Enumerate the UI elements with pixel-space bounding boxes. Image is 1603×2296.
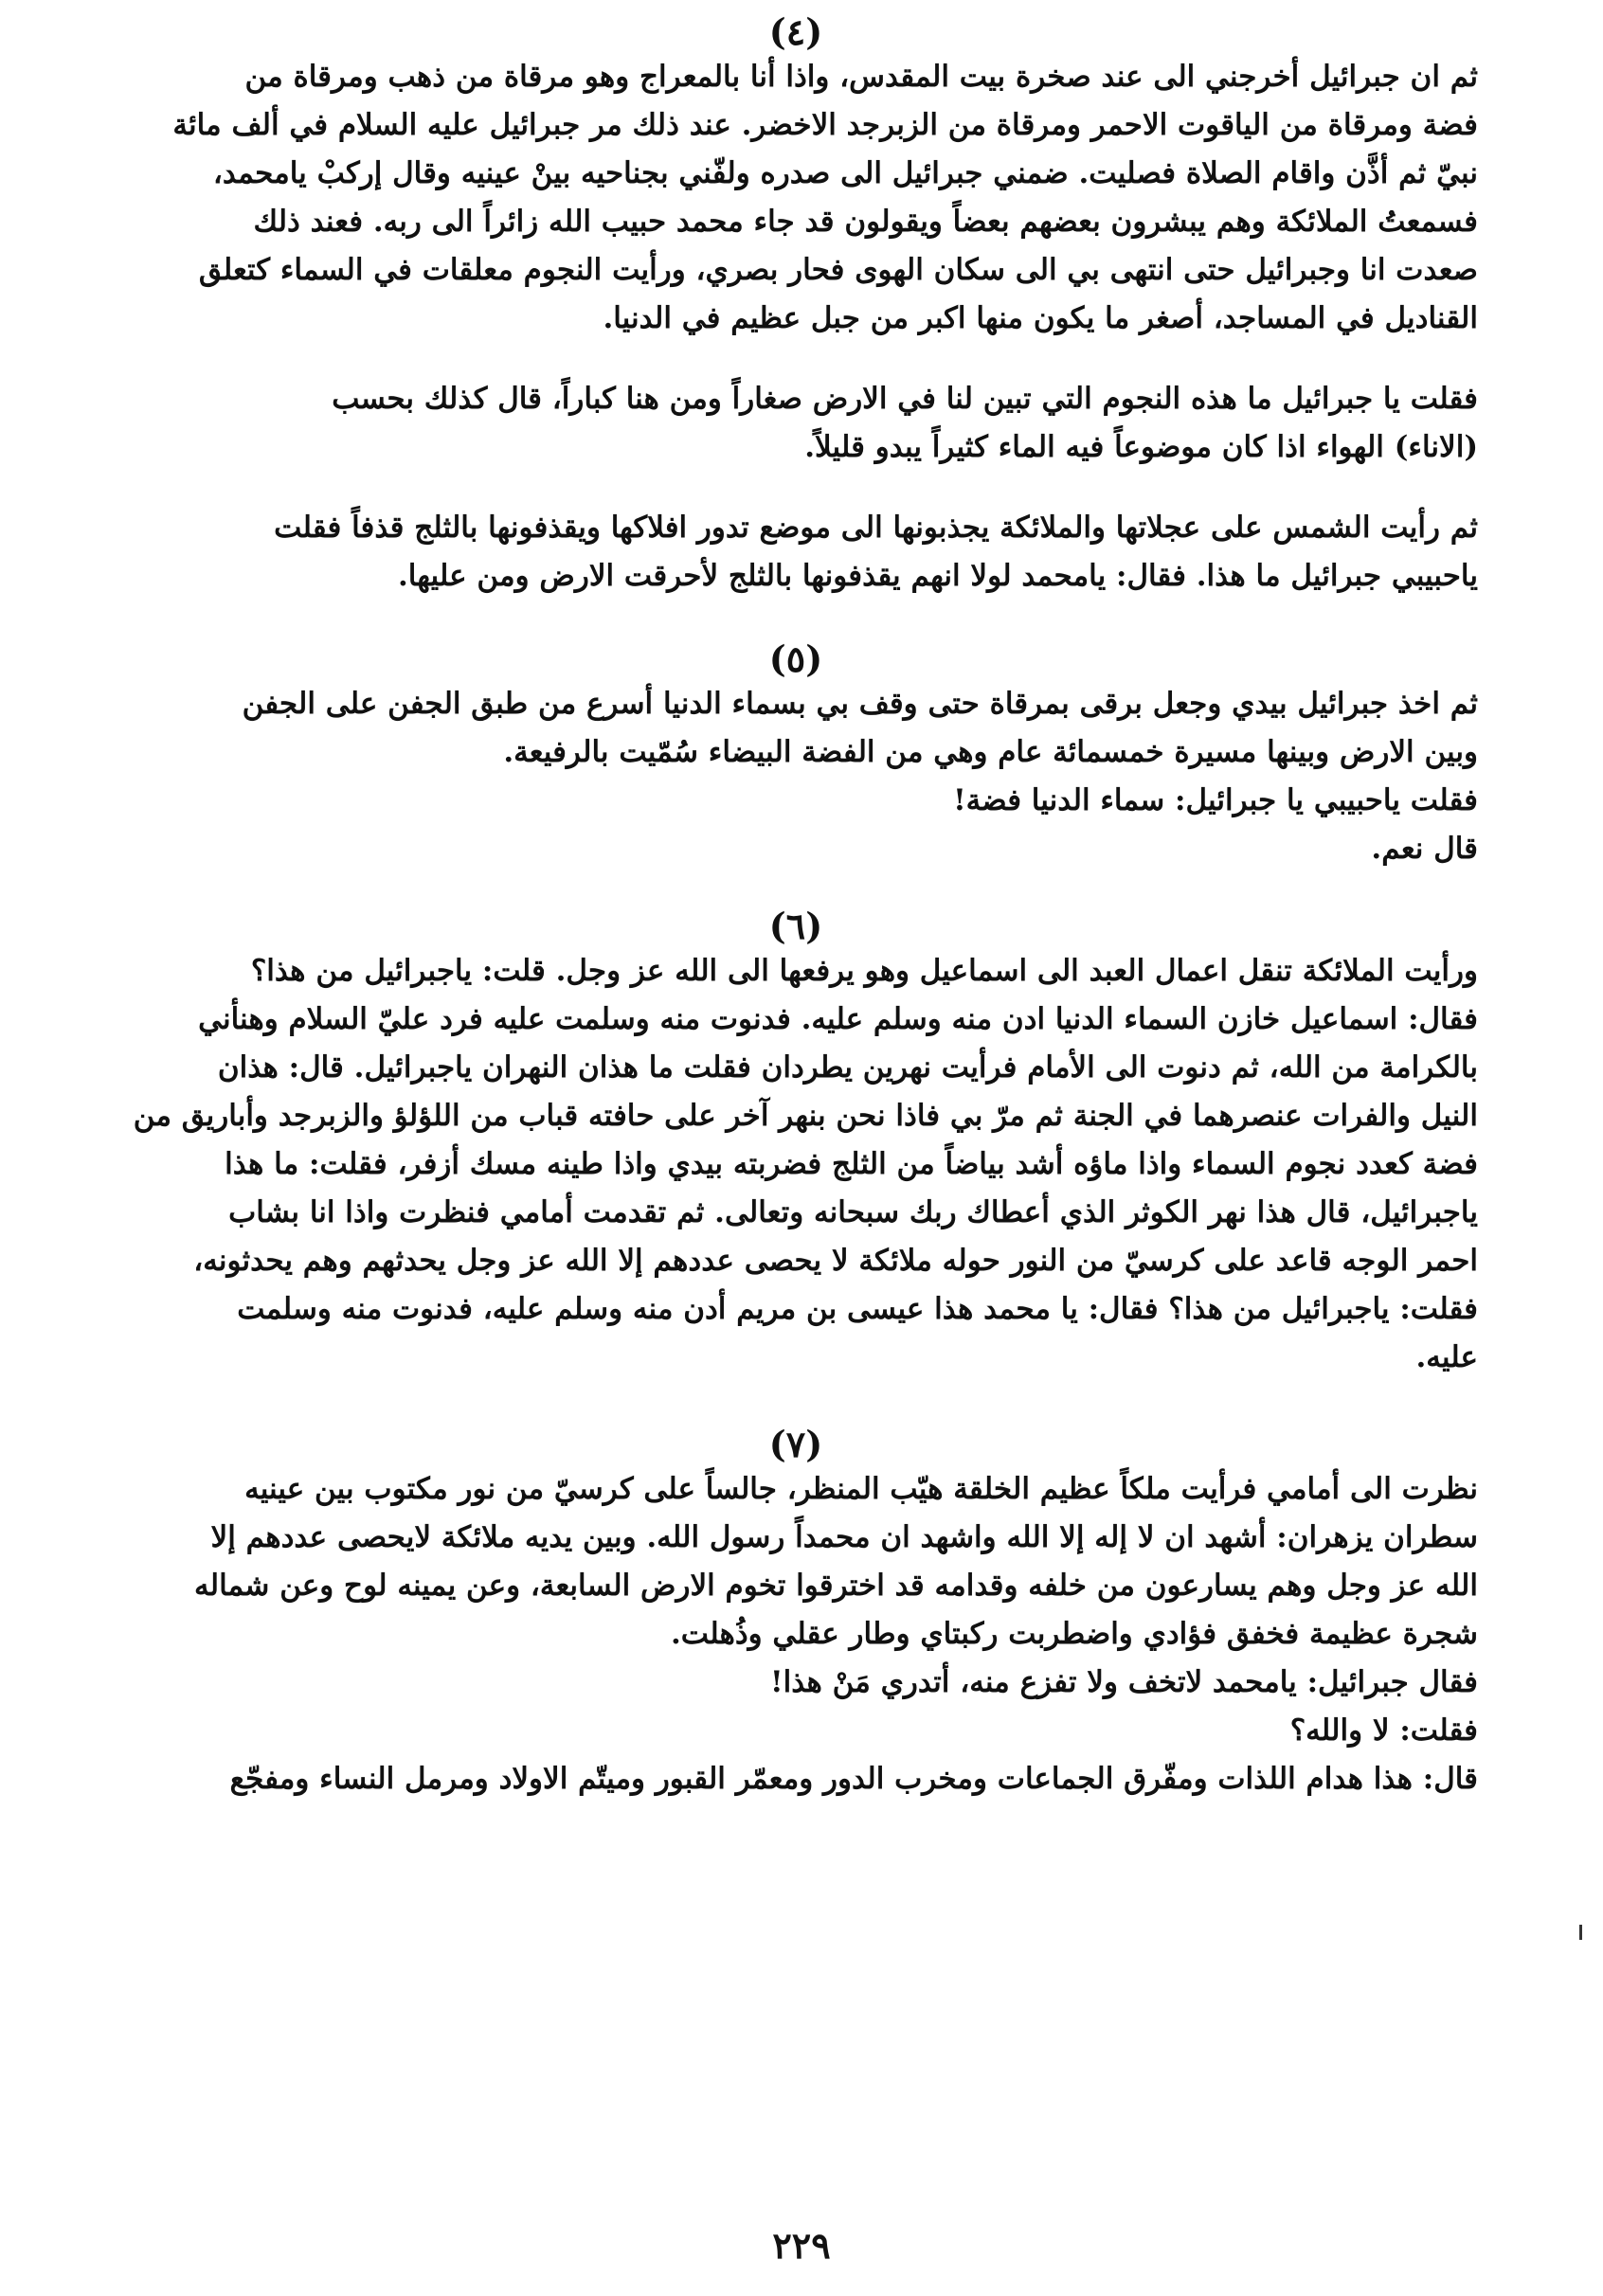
page-content xyxy=(114,11,1478,1803)
text-line: ياحبيبي جبرائيل ما هذا. فقال: يامحمد لولا انهم يقذفونها بالثلج لأحرقت الارض ومن عليها. xyxy=(398,559,1478,593)
text-line: شجرة عظيمة فخفق فؤادي واضطربت ركبتاي وطار عقلي وذُهلت. xyxy=(671,1617,1478,1651)
text-line: فضة ومرقاة من الياقوت الاحمر ومرقاة من الزبرجد الاخضر. عند ذلك مر جبرائيل عليه السلام في ألف مائة xyxy=(172,108,1478,142)
section-number: (٥) xyxy=(768,637,823,680)
paragraph xyxy=(114,1465,1478,1803)
paragraph xyxy=(114,947,1478,1382)
text-line: النيل والفرات عنصرهما في الجنة ثم مرّ بي فاذا نحن بنهر آخر على حافته قباب من اللؤلؤ والزبرجد وأباريق من xyxy=(133,1099,1478,1133)
text-line: ثم رأيت الشمس على عجلاتها والملائكة يجذبونها الى موضع تدور افلاكها ويقذفونها بالثلج قذفاً فقلت xyxy=(274,511,1478,545)
paragraph xyxy=(114,680,1478,873)
paragraph xyxy=(114,504,1478,601)
text-line: سطران يزهران: أشهد ان لا إله إلا الله واشهد ان محمداً رسول الله. وبين يديه ملائكة لايحصى عددهم إلا xyxy=(210,1520,1478,1554)
text-line: فقلت يا جبرائيل ما هذه النجوم التي تبين لنا في الارض صغاراً ومن هنا كباراً، قال كذلك بحسب xyxy=(332,382,1478,416)
text-line: القناديل في المساجد، أصغر ما يكون منها اكبر من جبل عظيم في الدنيا. xyxy=(603,301,1478,335)
text-line: فقلت ياحبيبي يا جبرائيل: سماء الدنيا فضة! xyxy=(953,783,1478,817)
text-line: (الاناء) الهواء اذا كان موضوعاً فيه الماء كثيراً يبدو قليلاً. xyxy=(804,430,1478,464)
text-line: قال: هذا هدام اللذات ومفّرق الجماعات ومخرب الدور ومعمّر القبور وميتّم الاولاد ومرمل النساء ومفجّع xyxy=(229,1762,1478,1796)
text-line: ياجبرائيل، قال هذا نهر الكوثر الذي أعطاك ربك سبحانه وتعالى. ثم تقدمت أمامي فنظرت واذا انا بشاب xyxy=(228,1195,1478,1229)
text-line: فقلت: لا والله؟ xyxy=(1289,1713,1478,1748)
scan-edge-mark xyxy=(1579,1925,1582,1940)
paragraph xyxy=(114,375,1478,472)
text-line: قال نعم. xyxy=(1371,832,1478,866)
section-number: (٦) xyxy=(768,905,823,947)
text-line: عليه. xyxy=(1415,1340,1478,1374)
text-line: ثم اخذ جبرائيل بيدي وجعل برقى بمرقاة حتى وقف بي بسماء الدنيا أسرع من طبق الجفن على الجفن xyxy=(242,687,1478,721)
text-line: فقلت: ياجبرائيل من هذا؟ فقال: يا محمد هذا عيسى بن مريم أدن منه وسلم عليه، فدنوت منه وسلمت xyxy=(237,1292,1478,1326)
text-line: ورأيت الملائكة تنقل اعمال العبد الى اسماعيل وهو يرفعها الى الله عز وجل. قلت: ياجبرائيل من هذا؟ xyxy=(250,954,1478,988)
text-line: الله عز وجل وهم يسارعون من خلفه وقدامه قد اخترقوا تخوم الارض السابعة، وعن يمينه لوح وعن شماله xyxy=(194,1569,1478,1603)
text-line: احمر الوجه قاعد على كرسيّ من النور حوله ملائكة لا يحصى عددهم إلا الله عز وجل يحدثهم وهم يحدثونه، xyxy=(193,1244,1478,1278)
text-line: نظرت الى أمامي فرأيت ملكاً عظيم الخلقة هيّب المنظر، جالساً على كرسيّ من نور مكتوب بين عينيه xyxy=(244,1472,1478,1506)
text-line: فقال جبرائيل: يامحمد لاتخف ولا تفزع منه، أتدري مَنْ هذا! xyxy=(770,1665,1478,1699)
text-line: بالكرامة من الله، ثم دنوت الى الأمام فرأيت نهرين يطردان فقلت ما هذان النهران ياجبرائيل. قال: هذان xyxy=(217,1050,1478,1085)
paragraph xyxy=(114,53,1478,343)
page-number: ٢٢٩ xyxy=(772,2224,831,2267)
text-line: صعدت انا وجبرائيل حتى انتهى بي الى سكان الهوى فحار بصري، ورأيت النجوم معلقات في السماء كتعلق xyxy=(198,253,1478,287)
text-line: نبيّ ثم أذَّن واقام الصلاة فصليت. ضمني جبرائيل الى صدره ولفّني بجناحيه بينْ عينيه وقال إركبْ يامحمد، xyxy=(212,156,1478,190)
section-number: (٤) xyxy=(768,10,823,53)
text-line: وبين الارض وبينها مسيرة خمسمائة عام وهي من الفضة البيضاء سُمّيت بالرفيعة. xyxy=(503,735,1478,769)
text-line: فقال: اسماعيل خازن السماء الدنيا ادن منه وسلم عليه. فدنوت منه وسلمت عليه فرد عليّ السلام وهنأني xyxy=(198,1002,1478,1036)
section-number: (٧) xyxy=(768,1423,823,1465)
text-line: فضة كعدد نجوم السماء واذا ماؤه أشد بياضاً من الثلج فضربته بيدي واذا طينه مسك أزفر، فقلت: ما هذا xyxy=(225,1147,1478,1181)
text-line: ثم ان جبرائيل أخرجني الى عند صخرة بيت المقدس، واذا أنا بالمعراج وهو مرقاة من ذهب ومرقاة من xyxy=(244,60,1478,94)
text-line: فسمعتُ الملائكة وهم يبشرون بعضهم بعضاً ويقولون قد جاء محمد حبيب الله زائراً الى ربه. فعند ذلك xyxy=(253,205,1478,239)
